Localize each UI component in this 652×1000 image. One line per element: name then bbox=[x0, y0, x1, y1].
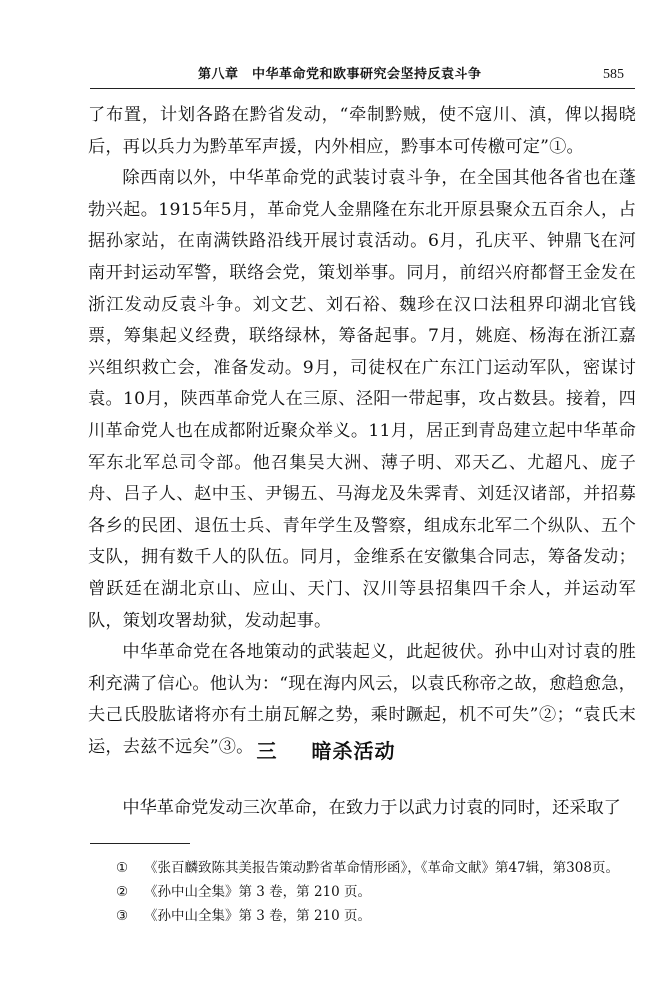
header-rule bbox=[90, 88, 635, 89]
footnote-2 bbox=[116, 880, 636, 904]
footnote-text: 《孙中山全集》第 3 卷，第 210 页。 bbox=[144, 884, 372, 900]
footnote-mark: ③ bbox=[116, 908, 129, 924]
footnote-mark: ② bbox=[116, 884, 129, 900]
footnotes bbox=[116, 856, 636, 928]
running-head bbox=[90, 64, 632, 86]
footnote-rule bbox=[90, 843, 190, 844]
footnote-1 bbox=[116, 856, 636, 880]
paragraph-assassination-intro: 中华革命党发动三次革命，在致力于以武力讨袁的同时，还采取了 bbox=[122, 798, 621, 818]
paragraph-continued: 了布置，计划各路在黔省发动，“牵制黔贼，使不寇川、滇，俾以揭晓后，再以兵力为黔革军声援，内外相应，黔事本可传檄可定”①。 bbox=[88, 105, 636, 157]
paragraph-sun-yatsen-confidence: 中华革命党在各地策动的武装起义，此起彼伏。孙中山对讨袁的胜利充满了信心。他认为：“现在海内风云，以袁氏称帝之故，愈趋愈急，夫己氏股肱诸将亦有土崩瓦解之势，乘时蹶起，机不可失”②；“袁氏末运，去兹不远矣”③。 bbox=[88, 642, 637, 757]
body-text bbox=[88, 100, 636, 763]
page-number: 585 bbox=[603, 67, 624, 82]
paragraph-southwest-uprisings: 除西南以外，中华革命党的武装讨袁斗争，在全国其他各省也在蓬勃兴起。1915年5月，革命党人金鼎隆在东北开原县聚众五百余人，占据孙家站，在南满铁路沿线开展讨袁活动。6月，孔庆平、钟鼎飞在河南开封运动军警，联络会党，策划举事。同月，前绍兴府都督王金发在浙江发动反袁斗争。刘文艺、刘石裕、魏珍在汉口法租界印湖北官钱票，筹集起义经费，联络绿林，筹备起事。7月，姚庭、杨海在浙江嘉兴组织救亡会，准备发动。9月，司徒权在广东江门运动军队，密谋讨袁。10月，陕西革命党人在三原、泾阳一带起事，攻占数县。接着，四川革命党人也在成都附近聚众举义。11月，居正到青岛建立起中华革命军东北军总司令部。他召集吴大洲、薄子明、邓天乙、尤超凡、庞子舟、吕子人、赵中玉、尹锡五、马海龙及朱霁青、刘廷汉诸部，并招募各乡的民团、退伍士兵、青年学生及警察，组成东北军二个纵队、五个支队，拥有数千人的队伍。同月，金维系在安徽集合同志，筹备发动；曾跃廷在湖北京山、应山、天门、汉川等县招集四千余人，并运动军队，策划攻署劫狱，发动起事。 bbox=[88, 168, 636, 631]
footnote-3 bbox=[116, 904, 636, 928]
section-title: 暗杀活动 bbox=[311, 739, 396, 763]
section-number: 三 bbox=[256, 739, 278, 763]
footnote-text: 《孙中山全集》第 3 卷，第 210 页。 bbox=[144, 908, 372, 924]
footnote-text: 《张百麟致陈其美报告策动黔省革命情形函》，《革命文献》第47辑，第308页。 bbox=[144, 860, 619, 876]
footnote-mark: ① bbox=[116, 860, 129, 876]
section-heading bbox=[0, 735, 652, 764]
chapter-title: 第八章 中华革命党和欧事研究会坚持反袁斗争 bbox=[198, 67, 482, 82]
